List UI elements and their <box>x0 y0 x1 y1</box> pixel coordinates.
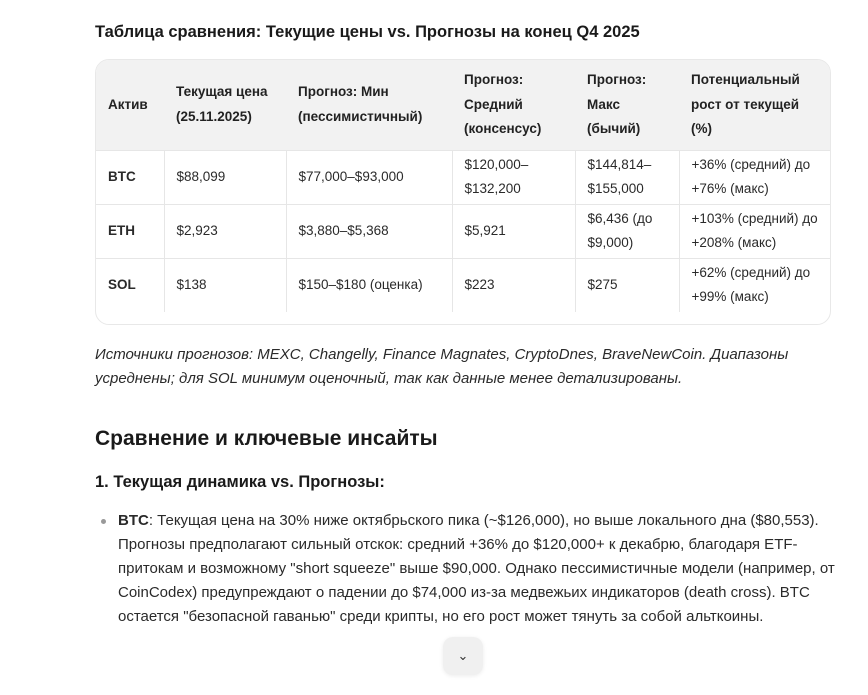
table-cell: ETH <box>96 204 164 258</box>
chevron-down-icon: ⌄ <box>457 647 469 663</box>
header-cell: Прогноз: Мин (пессимистичный) <box>286 60 452 150</box>
table-cell: $223 <box>452 258 575 312</box>
header-cell: Прогноз: Макс (бычий) <box>575 60 679 150</box>
subheading: 1. Текущая динамика vs. Прогнозы: <box>95 472 385 491</box>
table-cell: $2,923 <box>164 204 286 258</box>
insights-list <box>95 509 835 629</box>
table-cell: $120,000–$132,200 <box>452 150 575 204</box>
table-row <box>96 258 830 312</box>
comparison-table <box>95 59 831 325</box>
table-cell: $144,814–$155,000 <box>575 150 679 204</box>
table-cell: SOL <box>96 258 164 312</box>
table-cell: $6,436 (до $9,000) <box>575 204 679 258</box>
list-item-label: BTC <box>118 511 149 529</box>
bullet-icon <box>101 519 106 524</box>
table-cell: $77,000–$93,000 <box>286 150 452 204</box>
table-cell: $150–$180 (оценка) <box>286 258 452 312</box>
table-cell: BTC <box>96 150 164 204</box>
header-cell: Актив <box>96 60 164 150</box>
header-cell: Текущая цена (25.11.2025) <box>164 60 286 150</box>
table-header-row <box>96 60 830 150</box>
table-cell: +103% (средний) до +208% (макс) <box>679 204 830 258</box>
table-row <box>96 150 830 204</box>
table-cell: $5,921 <box>452 204 575 258</box>
list-item-text: : Текущая цена на 30% ниже октябрьского пика (~$126,000), но выше локального дна ($80,553). Прогнозы предполагают сильный отскок: средний +36% до $120,000+ к декабрю, благодаря ETF-притокам и возможному "short squeeze" выше $90,000. Однако пессимистичные модели (например, от CoinCodex) предупреждают о падении до $74,000 из-за медвежьих индикаторов (death cross). BTC остается "безопасной гаванью" среди крипты, но его рост может тянуть за собой альткоины. <box>118 511 835 625</box>
scroll-down-button[interactable] <box>443 637 483 675</box>
table-cell: $138 <box>164 258 286 312</box>
header-cell: Потенциальный рост от текущей (%) <box>679 60 830 150</box>
header-cell: Прогноз: Средний (консенсус) <box>452 60 575 150</box>
table-row <box>96 204 830 258</box>
list-item <box>118 509 835 629</box>
section-heading: Сравнение и ключевые инсайты <box>95 426 438 450</box>
table-cell: +62% (средний) до +99% (макс) <box>679 258 830 312</box>
table-cell: $88,099 <box>164 150 286 204</box>
sources-note: Источники прогнозов: MEXC, Changelly, Finance Magnates, CryptoDnes, BraveNewCoin. Диапазоны усреднены; для SOL минимум оценочный, так как данные менее детализированы. <box>95 345 789 387</box>
table-cell: $275 <box>575 258 679 312</box>
table-title: Таблица сравнения: Текущие цены vs. Прогнозы на конец Q4 2025 <box>95 23 640 41</box>
table-cell: +36% (средний) до +76% (макс) <box>679 150 830 204</box>
table-cell: $3,880–$5,368 <box>286 204 452 258</box>
